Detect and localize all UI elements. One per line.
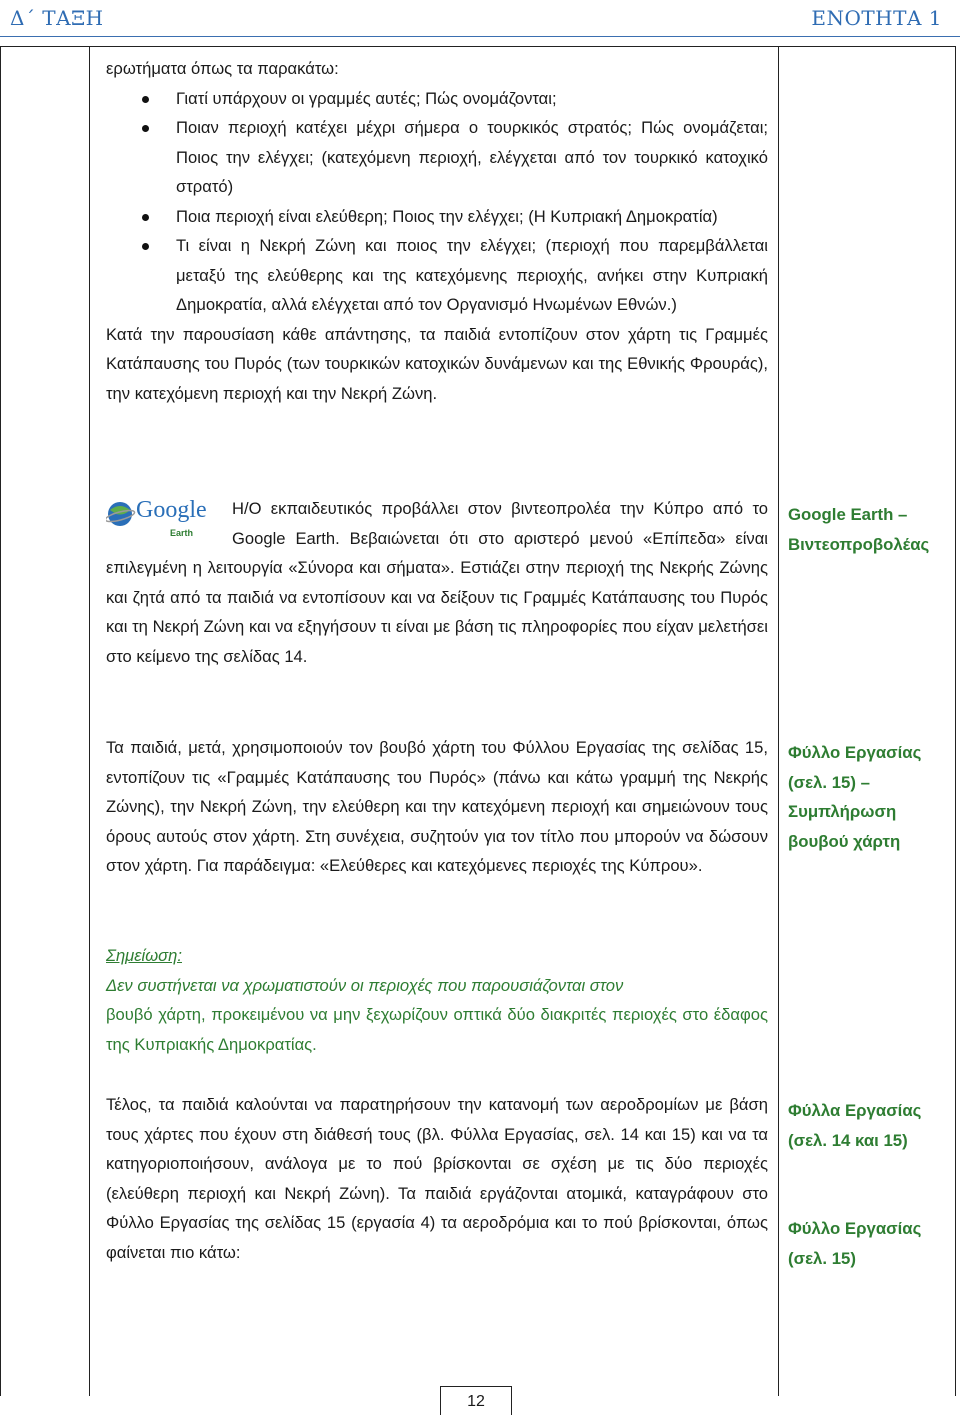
page-header [0, 0, 960, 40]
intro-text: ερωτήματα όπως τα παρακάτω: [106, 59, 339, 78]
note-text: βουβό χάρτη, προκειμένου να μην ξεχωρίζουν οπτικά δύο διακριτές περιοχές στο έδαφος της Κυπριακής Δημοκρατίας. [106, 1005, 768, 1054]
paragraph-airports: Τέλος, τα παιδιά καλούνται να παρατηρήσουν την κατανομή των αεροδρομίων με βάση τους χάρτες που έχουν στη διάθεσή τους (βλ. Φύλλα Εργασίας, σελ. 14 και 15) και να τα κατηγοριοποιήσουν, ανάλογα με το πού βρίσκονται σε σχέση με τις δύο περιοχές (ελεύθερη περιοχή και Νεκρή Ζώνη). Τα παιδιά εργάζονται ατομικά, καταγράφουν στο Φύλλο Εργασίας της σελίδας 15 (εργασία 4) τα αεροδρόμια και το πού βρίσκονται, όπως φαίνεται πιο κάτω: [106, 1095, 768, 1262]
paragraph-presentation: Κατά την παρουσίαση κάθε απάντησης, τα παιδιά εντοπίζουν στον χάρτη τις Γραμμές Κατάπαυσης του Πυρός (των τουρκικών κατοχικών δυνάμενων και της Εθνικής Φρουράς), την κατεχόμενη περιοχή και την Νεκρή Ζώνη. [106, 324, 768, 403]
list-item: Τι είναι η Νεκρή Ζώνη και ποιος την ελέγχει; (περιοχή που παρεμβάλλεται μεταξύ της ελεύθερης και της κατεχόμενης περιοχής, ανήκει στην Κυπριακή Δημοκρατία, αλλά ελέγχεται από τον Οργανισμό Ηνωμένων Εθνών.) [106, 231, 768, 320]
google-earth-logo [106, 494, 224, 538]
bullet-icon [142, 214, 149, 221]
google-earth-block [106, 494, 768, 671]
table-divider-left [89, 46, 90, 1396]
paragraph-google-earth: Η/Ο εκπαιδευτικός προβάλλει στον βιντεοπρολέα την Κύπρο από το Google Earth. Βεβαιώνεται ότι στο αριστερό μενού «Επίπεδα» είναι επιλεγμένη η λειτουργία «Σύνορα και σήματα». Εστιάζει στην περιοχή της Νεκρής Ζώνης και ζητά από τα παιδιά να εντοπίσουν και να δείξουν τις Γραμμές Κατάπαυσης του Πυρός και τη Νεκρή Ζώνη και να εξηγήσουν τι είναι με βάση τις πληροφορίες που είχαν μελετήσει στο κείμενο της σελίδας 14. [106, 499, 768, 666]
note-block [106, 941, 768, 1059]
side-note-worksheet-map: Φύλλο Εργασίας (σελ. 15) – Συμπλήρωση βουβού χάρτη [788, 743, 922, 851]
header-unit: ΕΝΟΤΗΤΑ 1 [811, 6, 942, 30]
list-item: Ποιαν περιοχή κατέχει μέχρι σήμερα ο τουρκικός στρατός; Πώς ονομάζεται; Ποιος την ελέγχει; (κατεχόμενη περιοχή, ελέγχεται από τον τουρκικό κατοχικό στρατό) [106, 113, 768, 202]
bullet-icon [142, 125, 149, 132]
bullet-icon [142, 243, 149, 250]
intro-block [106, 54, 768, 408]
note-title: Σημείωση: [106, 946, 182, 965]
side-note-google-earth: Google Earth – Βιντεοπροβολέας [788, 505, 930, 554]
logo-google-text: Google [136, 497, 207, 523]
bullet-icon [142, 96, 149, 103]
header-rule [0, 36, 960, 37]
list-item: Γιατί υπάρχουν οι γραμμές αυτές; Πώς ονομάζονται; [106, 84, 768, 114]
list-item: Ποια περιοχή είναι ελεύθερη; Ποιος την ελέγχει; (Η Κυπριακή Δημοκρατία) [106, 202, 768, 232]
side-note-worksheets: Φύλλα Εργασίας (σελ. 14 και 15) [788, 1101, 922, 1150]
table-divider-right [778, 46, 779, 1396]
map-block [106, 733, 768, 881]
airports-block [106, 1090, 768, 1267]
page-number: 12 [440, 1386, 512, 1415]
logo-earth-text: Earth [170, 528, 194, 538]
question-list [106, 84, 768, 320]
paragraph-map: Τα παιδιά, μετά, χρησιμοποιούν τον βουβό χάρτη του Φύλλου Εργασίας της σελίδας 15, εντοπίζουν τις «Γραμμές Κατάπαυσης του Πυρός» (πάνω και κάτω γραμμή της Νεκρής Ζώνης), την Νεκρή Ζώνη, την ελεύθερη και την κατεχόμενη περιοχή και σημειώνουν τους όρους αυτούς στον χάρτη. Στη συνέχεια, συζητούν για τον τίτλο που μπορούν να δώσουν στον χάρτη. Για παράδειγμα: «Ελεύθερες και κατεχόμενες περιοχές της Κύπρου». [106, 738, 768, 875]
side-note-worksheet: Φύλλο Εργασίας (σελ. 15) [788, 1219, 922, 1268]
header-class: Δ΄ ΤΑΞΗ [10, 6, 104, 30]
note-text-italic: Δεν συστήνεται να χρωματιστούν οι περιοχές που παρουσιάζονται στον [106, 975, 624, 995]
